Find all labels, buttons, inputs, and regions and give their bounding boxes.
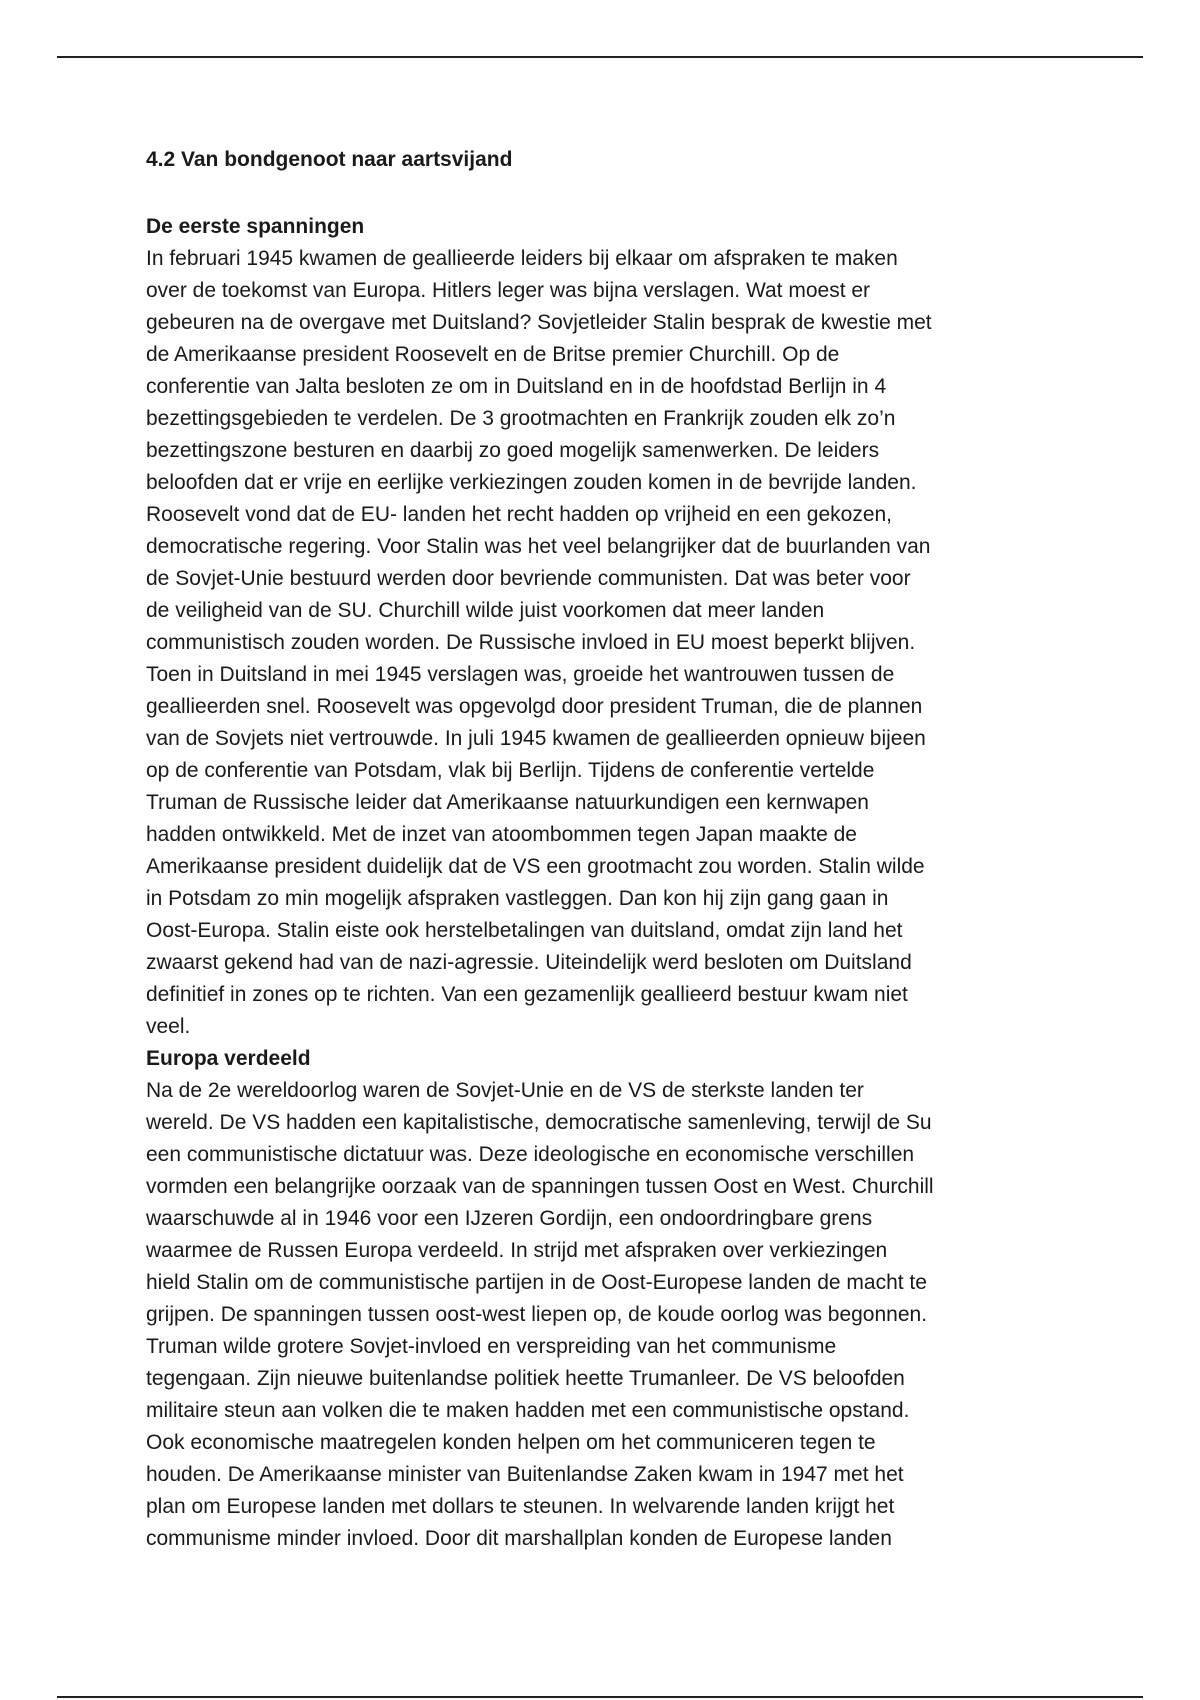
- text-line: tegengaan. Zijn nieuwe buitenlandse politiek heette Trumanleer. De VS beloofden: [146, 1367, 905, 1390]
- text-line: hadden ontwikkeld. Met de inzet van atoombommen tegen Japan maakte de: [146, 823, 857, 846]
- text-line: bezettingsgebieden te verdelen. De 3 grootmachten en Frankrijk zouden elk zo’n: [146, 407, 896, 430]
- page-title: 4.2 Van bondgenoot naar aartsvijand: [146, 148, 513, 171]
- text-line: wereld. De VS hadden een kapitalistische, democratische samenleving, terwijl de Su: [146, 1111, 932, 1134]
- text-line: Ook economische maatregelen konden helpen om het communiceren tegen te: [146, 1431, 876, 1454]
- text-line: zwaarst gekend had van de nazi-agressie. Uiteindelijk werd besloten om Duitsland: [146, 951, 912, 974]
- section-body: [146, 243, 1086, 1043]
- text-line: van de Sovjets niet vertrouwde. In juli 1945 kwamen de geallieerden opnieuw bijeen: [146, 727, 926, 750]
- text-line: waarmee de Russen Europa verdeeld. In strijd met afspraken over verkiezingen: [146, 1239, 888, 1262]
- text-line: hield Stalin om de communistische partijen in de Oost-Europese landen de macht te: [146, 1271, 927, 1294]
- section-heading: De eerste spanningen: [146, 215, 365, 238]
- text-line: definitief in zones op te richten. Van een gezamenlijk geallieerd bestuur kwam niet: [146, 983, 908, 1006]
- text-line: democratische regering. Voor Stalin was het veel belangrijker dat de buurlanden van: [146, 535, 931, 558]
- text-line: in Potsdam zo min mogelijk afspraken vastleggen. Dan kon hij zijn gang gaan in: [146, 887, 889, 910]
- text-line: Na de 2e wereldoorlog waren de Sovjet-Unie en de VS de sterkste landen ter: [146, 1079, 864, 1102]
- text-line: beloofden dat er vrije en eerlijke verkiezingen zouden komen in de bevrijde landen.: [146, 471, 917, 494]
- text-line: een communistische dictatuur was. Deze ideologische en economische verschillen: [146, 1143, 915, 1166]
- text-line: veel.: [146, 1015, 191, 1038]
- text-line: communisme minder invloed. Door dit marshallplan konden de Europese landen: [146, 1527, 892, 1550]
- text-line: vormden een belangrijke oorzaak van de spanningen tussen Oost en West. Churchill: [146, 1175, 934, 1198]
- text-line: gebeuren na de overgave met Duitsland? Sovjetleider Stalin besprak de kwestie met: [146, 311, 932, 334]
- section-body: [146, 1075, 1086, 1555]
- section-heading: Europa verdeeld: [146, 1047, 311, 1070]
- title-spacer: [146, 174, 1086, 211]
- text-line: waarschuwde al in 1946 voor een IJzeren Gordijn, een ondoordringbare grens: [146, 1207, 873, 1230]
- text-line: conferentie van Jalta besloten ze om in Duitsland en in de hoofdstad Berlijn in 4: [146, 375, 887, 398]
- text-line: In februari 1945 kwamen de geallieerde leiders bij elkaar om afspraken te maken: [146, 247, 898, 270]
- text-line: over de toekomst van Europa. Hitlers leger was bijna verslagen. Wat moest er: [146, 279, 871, 302]
- text-line: communistisch zouden worden. De Russische invloed in EU moest beperkt blijven.: [146, 631, 916, 654]
- top-rule: [57, 56, 1143, 58]
- text-line: Roosevelt vond dat de EU- landen het recht hadden op vrijheid en een gekozen,: [146, 503, 893, 526]
- text-line: Truman de Russische leider dat Amerikaanse natuurkundigen een kernwapen: [146, 791, 869, 814]
- text-line: de Sovjet-Unie bestuurd werden door bevriende communisten. Dat was beter voor: [146, 567, 911, 590]
- section-europa-verdeeld: [146, 1043, 1086, 1555]
- text-line: geallieerden snel. Roosevelt was opgevolgd door president Truman, die de plannen: [146, 695, 923, 718]
- text-line: de veiligheid van de SU. Churchill wilde juist voorkomen dat meer landen: [146, 599, 825, 622]
- text-line: grijpen. De spanningen tussen oost-west liepen op, de koude oorlog was begonnen.: [146, 1303, 928, 1326]
- text-line: Amerikaanse president duidelijk dat de VS een grootmacht zou worden. Stalin wilde: [146, 855, 925, 878]
- text-line: militaire steun aan volken die te maken hadden met een communistische opstand.: [146, 1399, 910, 1422]
- text-line: plan om Europese landen met dollars te steunen. In welvarende landen krijgt het: [146, 1495, 895, 1518]
- text-line: houden. De Amerikaanse minister van Buitenlandse Zaken kwam in 1947 met het: [146, 1463, 904, 1486]
- text-line: Oost-Europa. Stalin eiste ook herstelbetalingen van duitsland, omdat zijn land het: [146, 919, 903, 942]
- document-content: [146, 146, 1086, 1555]
- text-line: bezettingszone besturen en daarbij zo goed mogelijk samenwerken. De leiders: [146, 439, 880, 462]
- section-eerste-spanningen: [146, 211, 1086, 1043]
- bottom-rule: [57, 1696, 1143, 1698]
- text-line: de Amerikaanse president Roosevelt en de Britse premier Churchill. Op de: [146, 343, 840, 366]
- text-line: Truman wilde grotere Sovjet-invloed en verspreiding van het communisme: [146, 1335, 837, 1358]
- text-line: op de conferentie van Potsdam, vlak bij Berlijn. Tijdens de conferentie vertelde: [146, 759, 875, 782]
- text-line: Toen in Duitsland in mei 1945 verslagen was, groeide het wantrouwen tussen de: [146, 663, 895, 686]
